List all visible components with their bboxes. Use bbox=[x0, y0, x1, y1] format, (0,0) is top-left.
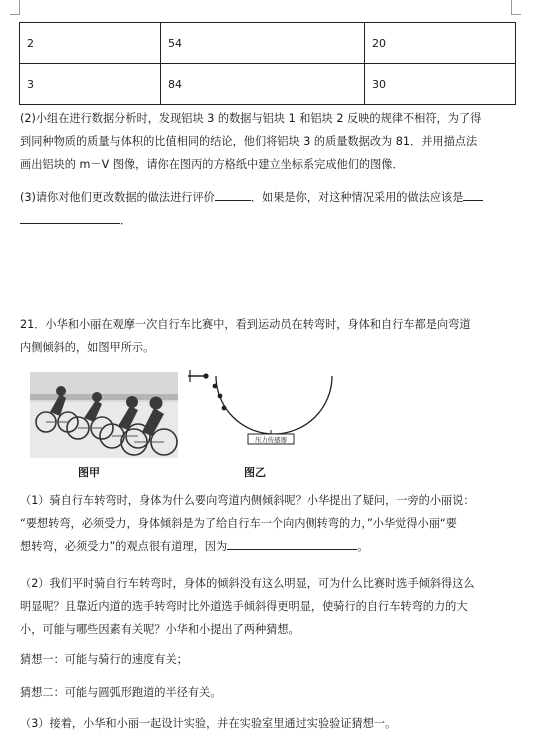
text-line bbox=[20, 209, 520, 232]
question-3 bbox=[20, 186, 520, 232]
text-line: （2）我们平时骑自行车转弯时，身体的倾斜没有这么明显，可为什么比赛时选手倾斜得这么 bbox=[20, 577, 475, 590]
table-row bbox=[20, 64, 516, 105]
circular-track-diagram bbox=[184, 364, 344, 476]
figure-yi-caption: 图乙 bbox=[244, 466, 266, 479]
text-segment: ． bbox=[120, 214, 132, 227]
text-line: 明显呢？且靠近内道的选手转弯时比外道选手倾斜得更明显，使骑行的自行车转弯的力的大 bbox=[20, 600, 468, 613]
crop-mark-left bbox=[10, 0, 20, 15]
question-21 bbox=[20, 313, 520, 359]
table-cell: 3 bbox=[20, 64, 161, 105]
part-1 bbox=[20, 489, 520, 558]
part-3: （3）接着，小华和小丽一起设计实验，并在实验室里通过实验验证猜想一。 bbox=[20, 717, 397, 730]
text-line: (2)小组在进行数据分析时，发现铝块 3 的数据与铝块 1 和铝块 2 反映的规律不相符，为了得 bbox=[20, 112, 482, 125]
table-cell: 20 bbox=[365, 23, 516, 64]
answer-blank[interactable] bbox=[227, 537, 357, 550]
table-row bbox=[20, 23, 516, 64]
question-2 bbox=[20, 107, 520, 176]
figure-jia-caption: 图甲 bbox=[78, 466, 100, 479]
answer-blank[interactable] bbox=[20, 211, 120, 224]
text-line bbox=[20, 186, 520, 209]
guess-2: 猜想二：可能与圆弧形跑道的半径有关。 bbox=[20, 686, 222, 699]
sensor-label: 压力传感器 bbox=[255, 436, 287, 444]
text-line: （1）骑自行车转弯时，身体为什么要向弯道内侧倾斜呢？小华提出了疑问，一旁的小丽说： bbox=[20, 494, 475, 507]
text-line bbox=[20, 535, 520, 558]
text-line: 画出铝块的 m－V 图像，请你在图丙的方格纸中建立坐标系完成他们的图像． bbox=[20, 158, 404, 171]
text-segment: 想转弯，必须受力”的观点很有道理，因为 bbox=[20, 540, 228, 553]
text-segment: ．如果是你，对这种情况采用的做法应该是 bbox=[250, 191, 464, 204]
text-line: 到同种物质的质量与体积的比值相同的结论，他们将铝块 3 的质量数据改为 81．并用描点法 bbox=[20, 135, 478, 148]
table-cell: 84 bbox=[161, 64, 365, 105]
text-line: “要想转弯，必须受力，身体倾斜是为了给自行车一个向内侧转弯的力，”小华觉得小丽“要 bbox=[20, 517, 457, 530]
answer-blank[interactable] bbox=[215, 188, 251, 201]
table-cell: 54 bbox=[161, 23, 365, 64]
text-segment: 。 bbox=[357, 540, 369, 553]
text-line: 21．小华和小丽在观摩一次自行车比赛中，看到运动员在转弯时，身体和自行车都是向弯道 bbox=[20, 318, 471, 331]
table-cell: 30 bbox=[365, 64, 516, 105]
cycling-race-photo bbox=[30, 372, 178, 458]
text-line: 小，可能与哪些因素有关呢？小华和小提出了两种猜想。 bbox=[20, 623, 300, 636]
answer-blank[interactable] bbox=[463, 188, 483, 201]
part-2 bbox=[20, 572, 520, 641]
text-line: 内侧倾斜的，如图甲所示。 bbox=[20, 341, 155, 354]
crop-mark-right bbox=[511, 0, 521, 15]
data-table bbox=[19, 22, 516, 105]
table-cell: 2 bbox=[20, 23, 161, 64]
text-segment: (3)请你对他们更改数据的做法进行评价 bbox=[20, 191, 215, 204]
guess-1: 猜想一：可能与骑行的速度有关； bbox=[20, 653, 188, 666]
